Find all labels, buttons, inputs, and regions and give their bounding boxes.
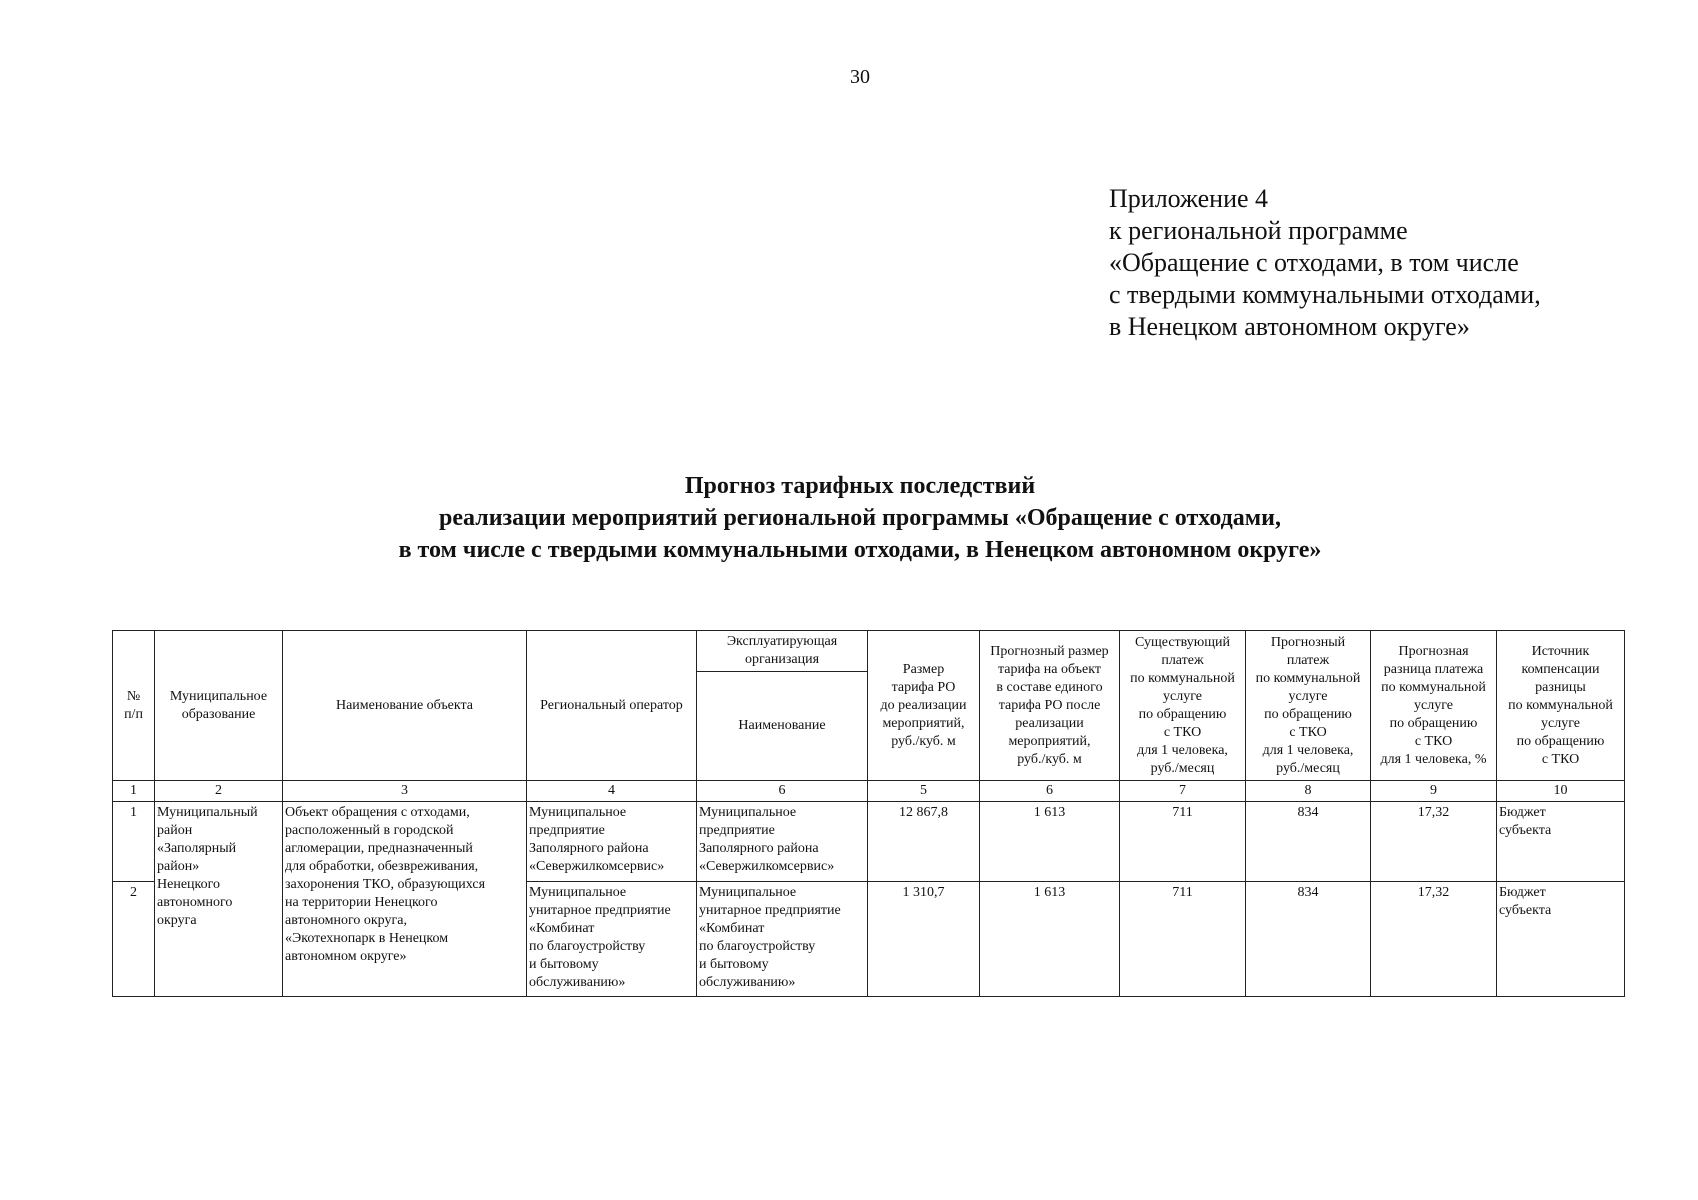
payment-forecast-cell: 834 xyxy=(1246,882,1371,997)
appendix-line: в Ненецком автономном округе» xyxy=(1109,312,1470,341)
column-number: 2 xyxy=(155,781,283,802)
column-number: 7 xyxy=(1120,781,1246,802)
tariff-before-cell: 12 867,8 xyxy=(868,802,980,882)
header-tariff-before: Размер тарифа РО до реализации мероприятий, руб./куб. м xyxy=(868,631,980,781)
tariff-forecast-cell: 1 613 xyxy=(980,882,1120,997)
document-title xyxy=(0,470,1698,566)
title-line: Прогноз тарифных последствий xyxy=(684,473,1036,499)
page-number: 30 xyxy=(850,66,870,88)
payment-diff-cell: 17,32 xyxy=(1371,802,1497,882)
tariff-forecast-table xyxy=(112,630,1625,997)
column-number: 6 xyxy=(980,781,1120,802)
column-number: 5 xyxy=(868,781,980,802)
payment-existing-cell: 711 xyxy=(1120,802,1246,882)
appendix-line: «Обращение с отходами, в том числе xyxy=(1109,248,1519,277)
column-number: 6 xyxy=(697,781,868,802)
appendix-block xyxy=(1109,183,1541,343)
appendix-line: Приложение 4 xyxy=(1109,184,1269,213)
header-compensation-source: Источник компенсации разницы по коммунальной услуге по обращению с ТКО xyxy=(1497,631,1625,781)
title-line: реализации мероприятий региональной программы «Обращение с отходами, xyxy=(439,505,1281,531)
column-number: 9 xyxy=(1371,781,1497,802)
row-num: 1 xyxy=(113,802,155,882)
header-payment-forecast: Прогнозный платеж по коммунальной услуге по обращению с ТКО для 1 человека, руб./месяц xyxy=(1246,631,1371,781)
header-operator: Региональный оператор xyxy=(527,631,697,781)
payment-existing-cell: 711 xyxy=(1120,882,1246,997)
header-object: Наименование объекта xyxy=(283,631,527,781)
org-cell: Муниципальное унитарное предприятие «Комбинат по благоустройству и бытовому обслуживанию» xyxy=(697,882,868,997)
header-org-name: Наименование xyxy=(697,672,868,781)
payment-diff-cell: 17,32 xyxy=(1371,882,1497,997)
compensation-source-cell: Бюджет субъекта xyxy=(1497,882,1625,997)
header-tariff-forecast: Прогнозный размер тарифа на объект в составе единого тарифа РО после реализации мероприятий, руб./куб. м xyxy=(980,631,1120,781)
appendix-line: к региональной программе xyxy=(1109,216,1408,245)
org-cell: Муниципальное предприятие Заполярного района «Севержилкомсервис» xyxy=(697,802,868,882)
row-num: 2 xyxy=(113,882,155,997)
header-org-group: Эксплуатирующая организация xyxy=(697,631,868,672)
table-row xyxy=(113,802,1625,882)
header-municipality: Муниципальное образование xyxy=(155,631,283,781)
operator-cell: Муниципальное предприятие Заполярного района «Севержилкомсервис» xyxy=(527,802,697,882)
header-payment-existing: Существующий платеж по коммунальной услуге по обращению с ТКО для 1 человека, руб./месяц xyxy=(1120,631,1246,781)
object-cell: Объект обращения с отходами, расположенный в городской агломерации, предназначенный для обработки, обезвреживания, захоронения ТКО, образующихся на территории Ненецкого автономного округа, «Экотехнопарк в Ненецком автономном округе» xyxy=(283,802,527,997)
municipality-cell: Муниципальный район «Заполярный район» Ненецкого автономного округа xyxy=(155,802,283,997)
column-number: 1 xyxy=(113,781,155,802)
column-number: 10 xyxy=(1497,781,1625,802)
tariff-before-cell: 1 310,7 xyxy=(868,882,980,997)
column-number: 3 xyxy=(283,781,527,802)
title-line: в том числе с твердыми коммунальными отходами, в Ненецком автономном округе» xyxy=(398,537,1322,563)
column-number: 8 xyxy=(1246,781,1371,802)
appendix-line: с твердыми коммунальными отходами, xyxy=(1109,280,1541,309)
compensation-source-cell: Бюджет субъекта xyxy=(1497,802,1625,882)
column-number: 4 xyxy=(527,781,697,802)
operator-cell: Муниципальное унитарное предприятие «Комбинат по благоустройству и бытовому обслуживанию» xyxy=(527,882,697,997)
payment-forecast-cell: 834 xyxy=(1246,802,1371,882)
column-number-row xyxy=(113,781,1625,802)
header-payment-diff: Прогнозная разница платежа по коммунальной услуге по обращению с ТКО для 1 человека, % xyxy=(1371,631,1497,781)
tariff-forecast-cell: 1 613 xyxy=(980,802,1120,882)
header-num: № п/п xyxy=(113,631,155,781)
